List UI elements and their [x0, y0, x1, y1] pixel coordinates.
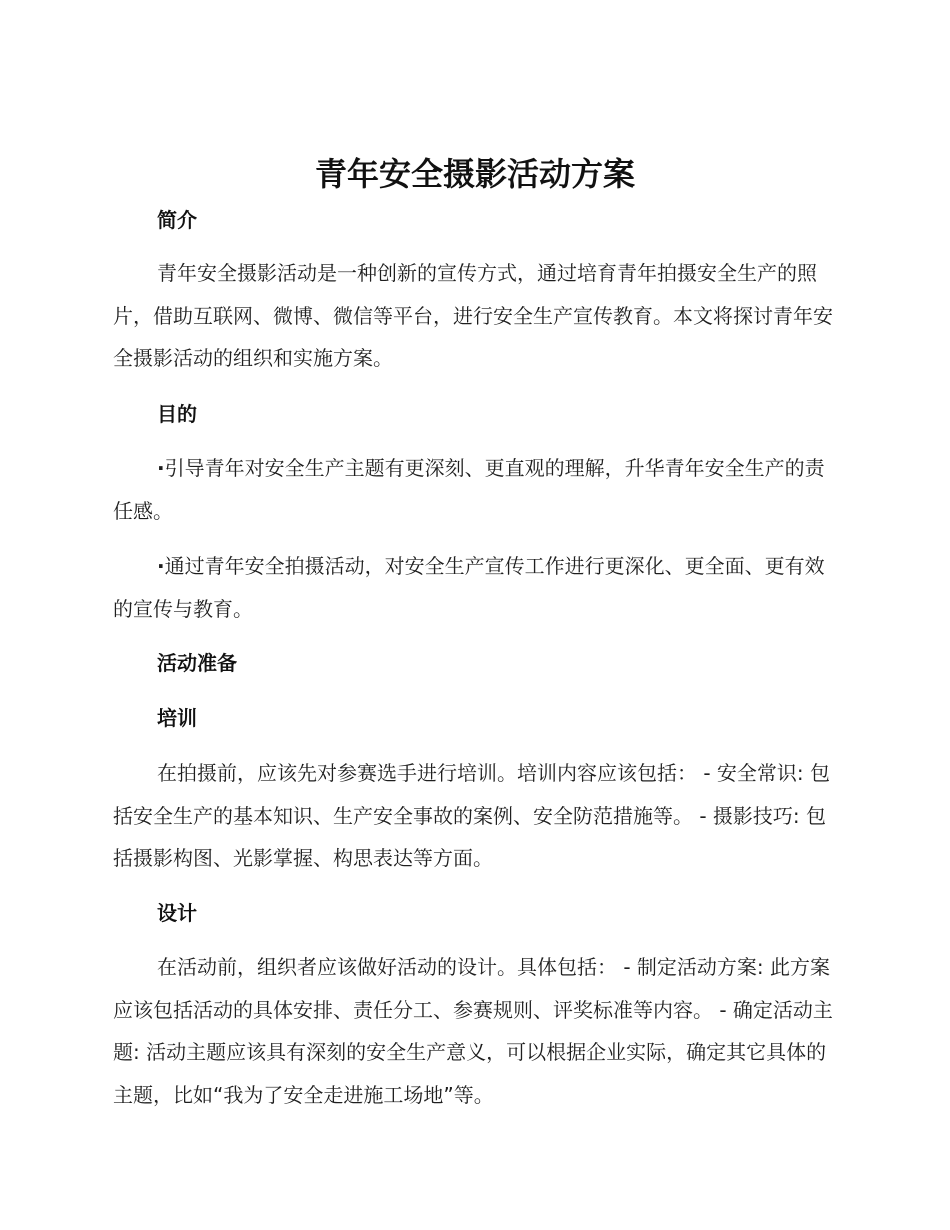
training-paragraph: 在拍摄前，应该先对参赛选手进行培训。培训内容应该包括： - 安全常识: 包括安全生产的基本知识、生产安全事故的案例、安全防范措施等。 - 摄影技巧: 包括摄影构图、光影掌握、构思表达等方面。 [113, 761, 831, 870]
purpose-bullet-text: 引导青年对安全生产主题有更深刻、更直观的理解，升华青年安全生产的责任感。 [113, 456, 825, 523]
purpose-bullet-text: 通过青年安全拍摄活动，对安全生产宣传工作进行更深化、更全面、更有效的宣传与教育。 [113, 554, 825, 621]
intro-paragraph: 青年安全摄影活动是一种创新的宣传方式，通过培育青年拍摄安全生产的照片，借助互联网、微博、微信等平台，进行安全生产宣传教育。本文将探讨青年安全摄影活动的组织和实施方案。 [113, 261, 833, 370]
section-heading-purpose: 目的 [157, 402, 197, 426]
section-heading-training: 培训 [157, 706, 197, 730]
design-paragraph: 在活动前，组织者应该做好活动的设计。具体包括： - 制定活动方案: 此方案应该包括活动的具体安排、责任分工、参赛规则、评奖标准等内容。 - 确定活动主题: 活动主题应该具有深刻的安全生产意义，可以根据企业实际，确定其它具体的主题，比如“我为了安全走进施工场地”等。 [113, 955, 833, 1107]
document-title: 青年安全摄影活动方案 [314, 155, 635, 193]
bullet-dot-icon: · [157, 456, 165, 480]
section-heading-intro: 简介 [157, 208, 197, 232]
purpose-bullet-2 [113, 545, 841, 630]
section-heading-design: 设计 [157, 901, 197, 925]
section-heading-preparation: 活动准备 [157, 651, 237, 675]
purpose-bullet-1 [113, 447, 841, 532]
bullet-dot-icon: · [157, 554, 165, 578]
